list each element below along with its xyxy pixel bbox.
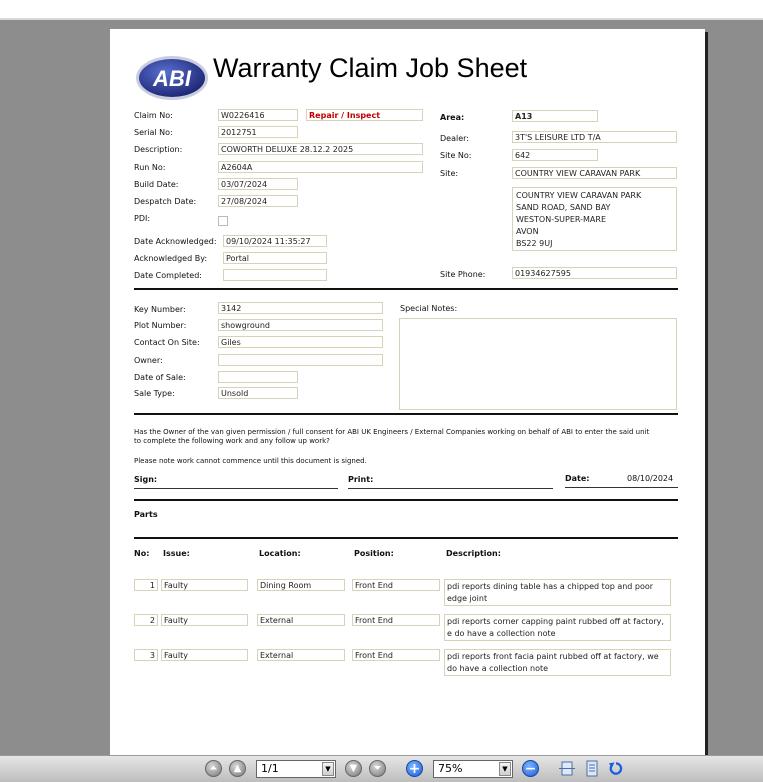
part-row-issue: Faulty <box>161 579 248 591</box>
fit-page-button[interactable] <box>584 760 600 777</box>
sale-type-label: Sale Type: <box>134 389 175 398</box>
claim-type-field: Repair / Inspect <box>306 109 423 121</box>
serial-no-label: Serial No: <box>134 128 173 137</box>
address-line: BS22 9UJ <box>516 239 553 248</box>
consent-date: 08/10/2024 <box>627 474 674 483</box>
contact-on-site-label: Contact On Site: <box>134 338 200 347</box>
page-select[interactable] <box>256 760 336 778</box>
sign-label: Sign: <box>134 475 158 484</box>
site-no-field: 642 <box>512 149 598 161</box>
consent-note: Please note work cannot commence until this document is signed. <box>134 457 367 465</box>
date-completed-field <box>223 269 327 281</box>
date-completed-label: Date Completed: <box>134 271 202 280</box>
part-row-description: pdi reports corner capping paint rubbed off at factory, e do have a collection note <box>444 614 671 641</box>
consent-question: Has the Owner of the van given permission / full consent for ABI UK Engineers / External Companies working on behalf of ABI to enter the said unit <box>134 428 650 436</box>
claim-no-field: W0226416 <box>218 109 298 121</box>
col-description-header: Description: <box>446 549 501 558</box>
address-line: WESTON-SUPER-MARE <box>516 215 607 224</box>
area-field: A13 <box>512 110 598 122</box>
site-address-box <box>512 187 677 251</box>
minus-icon: − <box>524 760 537 777</box>
window-top-band <box>0 0 763 20</box>
col-issue-header: Issue: <box>163 549 190 558</box>
down-arrow-icon: ▼ <box>349 762 358 774</box>
last-page-button[interactable] <box>369 760 386 777</box>
col-no-header: No: <box>134 549 150 558</box>
acknowledged-by-label: Acknowledged By: <box>134 254 208 263</box>
dealer-label: Dealer: <box>440 134 469 143</box>
dealer-field: 3T'S LEISURE LTD T/A <box>512 131 677 143</box>
owner-field <box>218 354 383 366</box>
date-line <box>565 487 678 488</box>
contact-on-site-field: Giles <box>218 336 383 348</box>
part-row-issue: Faulty <box>161 649 248 661</box>
viewer-toolbar <box>0 755 763 782</box>
part-row-no: 2 <box>134 614 158 626</box>
next-page-button[interactable] <box>345 760 362 777</box>
page-title: Warranty Claim Job Sheet <box>213 53 528 83</box>
claim-no-label: Claim No: <box>134 111 173 120</box>
page-select-value: 1/1 <box>261 762 279 775</box>
address-line: COUNTRY VIEW CARAVAN PARK <box>516 191 642 200</box>
part-row-no: 1 <box>134 579 158 591</box>
up-arrow-icon: ▲ <box>233 762 242 774</box>
col-position-header: Position: <box>354 549 394 558</box>
date-acknowledged-label: Date Acknowledged: <box>134 237 217 246</box>
parts-section-label: Parts <box>134 510 158 519</box>
build-date-label: Build Date: <box>134 180 179 189</box>
chevron-down-icon[interactable]: ▼ <box>322 762 334 776</box>
pdi-label: PDI: <box>134 214 151 223</box>
date-of-sale-field <box>218 371 298 383</box>
address-line: AVON <box>516 227 539 236</box>
part-row-description: pdi reports dining table has a chipped top and poor edge joint <box>444 579 671 606</box>
zoom-select-value: 75% <box>438 762 463 775</box>
serial-no-field: 2012751 <box>218 126 298 138</box>
plus-icon: + <box>408 760 421 777</box>
part-row-location: External <box>257 614 345 626</box>
description-field: COWORTH DELUXE 28.12.2 2025 <box>218 143 423 155</box>
owner-label: Owner: <box>134 356 163 365</box>
area-label: Area: <box>440 113 465 122</box>
abi-logo <box>135 55 209 101</box>
consent-question-line2: to complete the following work and any follow up work? <box>134 437 330 445</box>
despatch-date-field: 27/08/2024 <box>218 195 298 207</box>
date-acknowledged-field: 09/10/2024 11:35:27 <box>223 235 327 247</box>
site-no-label: Site No: <box>440 151 472 160</box>
address-line: SAND ROAD, SAND BAY <box>516 203 611 212</box>
part-row-position: Front End <box>352 649 440 661</box>
site-label: Site: <box>440 169 459 178</box>
section-divider <box>134 537 678 539</box>
despatch-date-label: Despatch Date: <box>134 197 197 206</box>
chevron-down-icon[interactable]: ▼ <box>499 762 511 776</box>
pdi-checkbox <box>218 216 228 226</box>
run-no-label: Run No: <box>134 163 166 172</box>
description-label: Description: <box>134 145 183 154</box>
site-phone-label: Site Phone: <box>440 270 486 279</box>
part-row-position: Front End <box>352 579 440 591</box>
build-date-field: 03/07/2024 <box>218 178 298 190</box>
part-row-location: Dining Room <box>257 579 345 591</box>
zoom-out-button[interactable] <box>522 760 539 777</box>
section-divider <box>134 413 678 415</box>
key-number-field: 3142 <box>218 302 383 314</box>
svg-text:ABI: ABI <box>153 66 191 91</box>
previous-page-button[interactable] <box>229 760 246 777</box>
special-notes-box <box>399 318 677 410</box>
run-no-field: A2604A <box>218 161 423 173</box>
part-row-description: pdi reports front facia paint rubbed off at factory, we do have a collection note <box>444 649 671 676</box>
part-row-issue: Faulty <box>161 614 248 626</box>
site-field: COUNTRY VIEW CARAVAN PARK <box>512 167 677 179</box>
part-row-position: Front End <box>352 614 440 626</box>
date-of-sale-label: Date of Sale: <box>134 373 186 382</box>
rotate-button[interactable] <box>608 760 624 777</box>
site-phone-field: 01934627595 <box>512 267 677 279</box>
sale-type-field: Unsold <box>218 387 298 399</box>
date-label: Date: <box>565 474 590 483</box>
print-label: Print: <box>348 475 374 484</box>
sign-line <box>134 488 338 489</box>
section-divider <box>134 499 678 501</box>
part-row-location: External <box>257 649 345 661</box>
document-page <box>110 29 705 769</box>
zoom-select[interactable] <box>433 760 513 778</box>
plot-number-field: showground <box>218 319 383 331</box>
double-down-arrow-icon: ⏷ <box>373 762 382 774</box>
zoom-in-button[interactable] <box>406 760 423 777</box>
section-divider <box>134 288 678 290</box>
col-location-header: Location: <box>259 549 301 558</box>
plot-number-label: Plot Number: <box>134 321 187 330</box>
first-page-button[interactable] <box>205 760 222 777</box>
special-notes-label: Special Notes: <box>400 304 458 313</box>
fit-width-button[interactable] <box>559 760 575 777</box>
print-line <box>348 488 553 489</box>
acknowledged-by-field: Portal <box>223 252 327 264</box>
double-up-arrow-icon: ⏶ <box>209 762 218 774</box>
part-row-no: 3 <box>134 649 158 661</box>
key-number-label: Key Number: <box>134 305 186 314</box>
